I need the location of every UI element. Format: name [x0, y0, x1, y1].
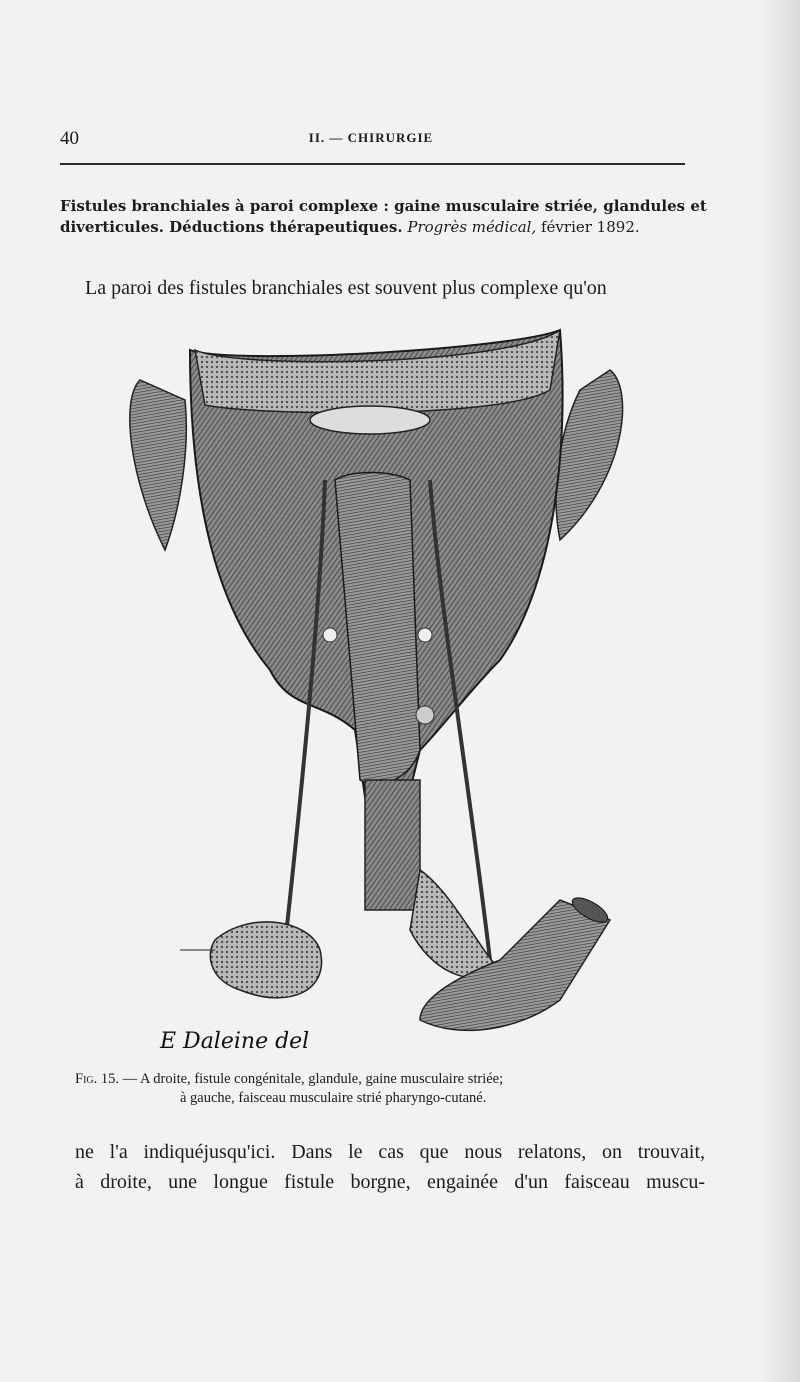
body-paragraph-bottom — [75, 1137, 705, 1197]
engraver-signature: E Daleine del — [160, 1029, 310, 1054]
article-journal: Progrès médical, — [407, 218, 537, 236]
right-wing — [556, 370, 623, 540]
page-edge-shadow — [760, 0, 800, 1382]
article-title — [60, 196, 725, 238]
body-line-3: à droite, une longue fistule borgne, engainée d'un faisceau muscu- — [75, 1171, 705, 1193]
anatomical-illustration — [120, 310, 640, 1070]
article-title-bold: Fistules branchiales à paroi complexe : gaine musculaire striée, glandules et diverticules. Déductions thérapeutiques. — [60, 197, 707, 236]
left-skin-flap — [210, 922, 321, 998]
body-line-2: ne l'a indiquéjusqu'ici. Dans le cas que nous relatons, on trouvait, — [75, 1141, 705, 1163]
trachea — [335, 473, 420, 784]
left-wing — [130, 380, 186, 550]
page-header — [60, 128, 682, 158]
page-number: 40 — [60, 128, 79, 149]
header-rule — [60, 163, 685, 165]
body-paragraph-top — [85, 273, 705, 303]
running-head: II. — CHIRURGIE — [308, 130, 434, 145]
caption-line-2: à gauche, faisceau musculaire strié pharyngo-cutané. — [180, 1090, 487, 1106]
article-date: février 1892. — [541, 218, 640, 236]
figure-caption — [75, 1070, 715, 1108]
body-line-1: La paroi des fistules branchiales est souvent plus complexe qu'on — [85, 277, 607, 299]
caption-label: Fig. 15. — [75, 1071, 119, 1087]
caption-line-1: — A droite, fistule congénitale, glandule, gaine musculaire striée; — [122, 1071, 504, 1087]
larynx-engraving — [120, 310, 640, 1070]
